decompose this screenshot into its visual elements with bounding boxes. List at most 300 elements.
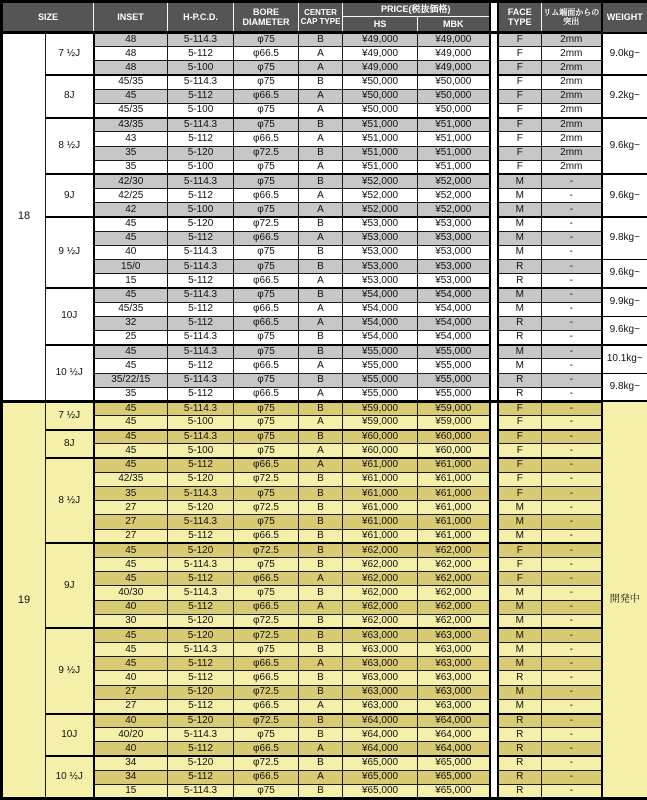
price-mbk-cell: ¥59,000 bbox=[418, 401, 490, 415]
inset-cell: 42/30 bbox=[94, 174, 168, 188]
price-hs-cell: ¥51,000 bbox=[343, 132, 418, 146]
price-hs-cell: ¥61,000 bbox=[343, 472, 418, 486]
hpcd-cell: 5-100 bbox=[168, 444, 234, 458]
table-row bbox=[2, 529, 647, 543]
hpcd-cell: 5-112 bbox=[168, 600, 234, 614]
inset-cell: 45 bbox=[94, 628, 168, 642]
cap-cell: A bbox=[299, 416, 343, 430]
price-hs-cell: ¥54,000 bbox=[343, 330, 418, 344]
price-hs-cell: ¥62,000 bbox=[343, 614, 418, 628]
price-mbk-cell: ¥61,000 bbox=[418, 458, 490, 472]
bore-cell: φ75 bbox=[234, 160, 299, 174]
price-hs-cell: ¥50,000 bbox=[343, 75, 418, 89]
rim-cell: - bbox=[542, 714, 602, 728]
rim-cell: - bbox=[542, 643, 602, 657]
hpcd-cell: 5-114.3 bbox=[168, 430, 234, 444]
hpcd-cell: 5-112 bbox=[168, 529, 234, 543]
price-hs-cell: ¥50,000 bbox=[343, 89, 418, 103]
hpcd-cell: 5-112 bbox=[168, 671, 234, 685]
width-cell: 8 ½J bbox=[46, 118, 94, 175]
width-cell: 10 ½J bbox=[46, 345, 94, 402]
header-weight: WEIGHT bbox=[602, 2, 647, 33]
hpcd-cell: 5-114.3 bbox=[168, 288, 234, 302]
face-cell: F bbox=[498, 472, 542, 486]
price-hs-cell: ¥61,000 bbox=[343, 501, 418, 515]
bore-cell: φ75 bbox=[234, 401, 299, 415]
rim-cell: - bbox=[542, 444, 602, 458]
rim-cell: - bbox=[542, 373, 602, 387]
hpcd-cell: 5-112 bbox=[168, 47, 234, 61]
table-row bbox=[2, 458, 647, 472]
price-mbk-cell: ¥53,000 bbox=[418, 274, 490, 288]
inset-cell: 42 bbox=[94, 203, 168, 217]
bore-cell: φ66.5 bbox=[234, 359, 299, 373]
table-row bbox=[2, 572, 647, 586]
cap-cell: A bbox=[299, 61, 343, 75]
face-cell: F bbox=[498, 33, 542, 47]
cap-cell: B bbox=[299, 33, 343, 47]
cap-cell: B bbox=[299, 784, 343, 798]
inset-cell: 35 bbox=[94, 160, 168, 174]
hpcd-cell: 5-114.3 bbox=[168, 643, 234, 657]
bore-cell: φ75 bbox=[234, 118, 299, 132]
hpcd-cell: 5-112 bbox=[168, 458, 234, 472]
gap-column bbox=[490, 401, 498, 798]
hpcd-cell: 5-112 bbox=[168, 572, 234, 586]
inset-cell: 27 bbox=[94, 685, 168, 699]
cap-cell: B bbox=[299, 373, 343, 387]
cap-cell: A bbox=[299, 47, 343, 61]
table-row bbox=[2, 685, 647, 699]
price-mbk-cell: ¥63,000 bbox=[418, 628, 490, 642]
price-mbk-cell: ¥55,000 bbox=[418, 345, 490, 359]
face-cell: F bbox=[498, 146, 542, 160]
table-row bbox=[2, 132, 647, 146]
inset-cell: 45 bbox=[94, 572, 168, 586]
face-cell: F bbox=[498, 47, 542, 61]
inset-cell: 45 bbox=[94, 444, 168, 458]
price-hs-cell: ¥61,000 bbox=[343, 458, 418, 472]
cap-cell: A bbox=[299, 657, 343, 671]
table-row bbox=[2, 628, 647, 642]
inset-cell: 45/35 bbox=[94, 103, 168, 117]
price-hs-cell: ¥62,000 bbox=[343, 586, 418, 600]
price-mbk-cell: ¥61,000 bbox=[418, 501, 490, 515]
cap-cell: B bbox=[299, 330, 343, 344]
cap-cell: A bbox=[299, 316, 343, 330]
width-cell: 9 ½J bbox=[46, 628, 94, 713]
table-row bbox=[2, 657, 647, 671]
weight-cell: 9.6kg~ bbox=[602, 260, 647, 288]
rim-cell: 2mm bbox=[542, 89, 602, 103]
inset-cell: 35/22/15 bbox=[94, 373, 168, 387]
inset-cell: 45 bbox=[94, 89, 168, 103]
cap-cell: A bbox=[299, 699, 343, 713]
hpcd-cell: 5-114.3 bbox=[168, 260, 234, 274]
header-gap-spacer bbox=[490, 2, 498, 33]
face-cell: R bbox=[498, 756, 542, 770]
table-row bbox=[2, 671, 647, 685]
rim-cell: - bbox=[542, 784, 602, 798]
table-row bbox=[2, 699, 647, 713]
face-cell: M bbox=[498, 501, 542, 515]
bore-cell: φ72.5 bbox=[234, 628, 299, 642]
face-cell: R bbox=[498, 714, 542, 728]
cap-cell: A bbox=[299, 160, 343, 174]
weight-cell: 9.6kg~ bbox=[602, 118, 647, 175]
rim-cell: - bbox=[542, 189, 602, 203]
bore-cell: φ66.5 bbox=[234, 699, 299, 713]
table-row bbox=[2, 174, 647, 188]
face-cell: M bbox=[498, 288, 542, 302]
price-mbk-cell: ¥62,000 bbox=[418, 543, 490, 557]
inset-cell: 45 bbox=[94, 359, 168, 373]
price-hs-cell: ¥55,000 bbox=[343, 387, 418, 401]
price-mbk-cell: ¥53,000 bbox=[418, 231, 490, 245]
hpcd-cell: 5-114.3 bbox=[168, 784, 234, 798]
inset-cell: 45 bbox=[94, 288, 168, 302]
cap-cell: A bbox=[299, 89, 343, 103]
bore-cell: φ75 bbox=[234, 784, 299, 798]
hpcd-cell: 5-112 bbox=[168, 316, 234, 330]
price-hs-cell: ¥51,000 bbox=[343, 118, 418, 132]
table-row bbox=[2, 203, 647, 217]
hpcd-cell: 5-100 bbox=[168, 61, 234, 75]
cap-cell: B bbox=[299, 671, 343, 685]
weight-cell: 9.6kg~ bbox=[602, 316, 647, 344]
price-hs-cell: ¥64,000 bbox=[343, 728, 418, 742]
face-cell: R bbox=[498, 742, 542, 756]
table-row bbox=[2, 75, 647, 89]
face-cell: M bbox=[498, 203, 542, 217]
price-hs-cell: ¥61,000 bbox=[343, 515, 418, 529]
hpcd-cell: 5-114.3 bbox=[168, 345, 234, 359]
price-hs-cell: ¥63,000 bbox=[343, 628, 418, 642]
table-row bbox=[2, 430, 647, 444]
face-cell: R bbox=[498, 274, 542, 288]
hpcd-cell: 5-112 bbox=[168, 189, 234, 203]
cap-cell: B bbox=[299, 628, 343, 642]
rim-cell: - bbox=[542, 501, 602, 515]
price-hs-cell: ¥52,000 bbox=[343, 174, 418, 188]
table-row bbox=[2, 33, 647, 47]
hpcd-cell: 5-100 bbox=[168, 103, 234, 117]
width-cell: 9J bbox=[46, 174, 94, 217]
price-hs-cell: ¥59,000 bbox=[343, 416, 418, 430]
inset-cell: 40 bbox=[94, 714, 168, 728]
hpcd-cell: 5-120 bbox=[168, 146, 234, 160]
price-mbk-cell: ¥50,000 bbox=[418, 103, 490, 117]
bore-cell: φ75 bbox=[234, 245, 299, 259]
bore-cell: φ72.5 bbox=[234, 543, 299, 557]
table-row bbox=[2, 742, 647, 756]
face-cell: M bbox=[498, 217, 542, 231]
rim-cell: 2mm bbox=[542, 160, 602, 174]
rim-cell: - bbox=[542, 217, 602, 231]
price-mbk-cell: ¥51,000 bbox=[418, 146, 490, 160]
cap-cell: A bbox=[299, 444, 343, 458]
inset-cell: 45 bbox=[94, 657, 168, 671]
face-cell: M bbox=[498, 245, 542, 259]
rim-cell: - bbox=[542, 728, 602, 742]
table-row bbox=[2, 89, 647, 103]
bore-cell: φ66.5 bbox=[234, 89, 299, 103]
price-mbk-cell: ¥54,000 bbox=[418, 288, 490, 302]
price-hs-cell: ¥49,000 bbox=[343, 61, 418, 75]
hpcd-cell: 5-120 bbox=[168, 217, 234, 231]
price-hs-cell: ¥65,000 bbox=[343, 756, 418, 770]
table-row bbox=[2, 288, 647, 302]
price-hs-cell: ¥53,000 bbox=[343, 274, 418, 288]
hpcd-cell: 5-112 bbox=[168, 770, 234, 784]
price-mbk-cell: ¥63,000 bbox=[418, 685, 490, 699]
cap-cell: B bbox=[299, 430, 343, 444]
price-hs-cell: ¥55,000 bbox=[343, 345, 418, 359]
rim-cell: - bbox=[542, 401, 602, 415]
table-row bbox=[2, 61, 647, 75]
table-row bbox=[2, 245, 647, 259]
hpcd-cell: 5-100 bbox=[168, 160, 234, 174]
face-cell: F bbox=[498, 430, 542, 444]
weight-cell: 9.8kg~ bbox=[602, 217, 647, 260]
table-row bbox=[2, 359, 647, 373]
rim-cell: - bbox=[542, 316, 602, 330]
cap-cell: A bbox=[299, 572, 343, 586]
price-mbk-cell: ¥55,000 bbox=[418, 359, 490, 373]
table-row bbox=[2, 444, 647, 458]
width-cell: 8J bbox=[46, 430, 94, 458]
price-mbk-cell: ¥61,000 bbox=[418, 487, 490, 501]
table-row bbox=[2, 160, 647, 174]
price-mbk-cell: ¥63,000 bbox=[418, 671, 490, 685]
bore-cell: φ75 bbox=[234, 75, 299, 89]
rim-cell: - bbox=[542, 302, 602, 316]
face-cell: F bbox=[498, 416, 542, 430]
inset-cell: 32 bbox=[94, 316, 168, 330]
width-cell: 7 ½J bbox=[46, 33, 94, 76]
cap-cell: B bbox=[299, 586, 343, 600]
hpcd-cell: 5-112 bbox=[168, 387, 234, 401]
bore-cell: φ72.5 bbox=[234, 714, 299, 728]
rim-cell: - bbox=[542, 685, 602, 699]
cap-cell: B bbox=[299, 728, 343, 742]
price-mbk-cell: ¥50,000 bbox=[418, 75, 490, 89]
price-hs-cell: ¥65,000 bbox=[343, 770, 418, 784]
inset-cell: 43 bbox=[94, 132, 168, 146]
table-row bbox=[2, 487, 647, 501]
rim-cell: - bbox=[542, 231, 602, 245]
table-row bbox=[2, 586, 647, 600]
bore-cell: φ66.5 bbox=[234, 47, 299, 61]
cap-cell: B bbox=[299, 501, 343, 515]
price-hs-cell: ¥53,000 bbox=[343, 260, 418, 274]
rim-cell: - bbox=[542, 416, 602, 430]
inset-cell: 45/35 bbox=[94, 75, 168, 89]
inset-cell: 40 bbox=[94, 245, 168, 259]
price-mbk-cell: ¥55,000 bbox=[418, 373, 490, 387]
width-cell: 8 ½J bbox=[46, 458, 94, 543]
rim-cell: - bbox=[542, 515, 602, 529]
table-row bbox=[2, 189, 647, 203]
bore-cell: φ75 bbox=[234, 174, 299, 188]
size-cell: 19 bbox=[2, 401, 46, 798]
cap-cell: B bbox=[299, 146, 343, 160]
hpcd-cell: 5-114.3 bbox=[168, 557, 234, 571]
price-mbk-cell: ¥54,000 bbox=[418, 316, 490, 330]
inset-cell: 45 bbox=[94, 401, 168, 415]
hpcd-cell: 5-114.3 bbox=[168, 174, 234, 188]
bore-cell: φ75 bbox=[234, 557, 299, 571]
rim-cell: - bbox=[542, 543, 602, 557]
price-mbk-cell: ¥51,000 bbox=[418, 160, 490, 174]
table-body bbox=[2, 33, 647, 799]
face-cell: M bbox=[498, 189, 542, 203]
bore-cell: φ75 bbox=[234, 515, 299, 529]
rim-cell: - bbox=[542, 430, 602, 444]
cap-cell: A bbox=[299, 742, 343, 756]
face-cell: F bbox=[498, 89, 542, 103]
price-hs-cell: ¥61,000 bbox=[343, 529, 418, 543]
rim-cell: - bbox=[542, 274, 602, 288]
price-mbk-cell: ¥64,000 bbox=[418, 742, 490, 756]
face-cell: F bbox=[498, 557, 542, 571]
header-face-type: FACE TYPE bbox=[498, 2, 542, 33]
face-cell: R bbox=[498, 373, 542, 387]
price-hs-cell: ¥52,000 bbox=[343, 203, 418, 217]
rim-cell: - bbox=[542, 330, 602, 344]
face-cell: F bbox=[498, 160, 542, 174]
face-cell: R bbox=[498, 728, 542, 742]
cap-cell: A bbox=[299, 359, 343, 373]
price-hs-cell: ¥49,000 bbox=[343, 47, 418, 61]
rim-cell: - bbox=[542, 529, 602, 543]
price-mbk-cell: ¥52,000 bbox=[418, 189, 490, 203]
hpcd-cell: 5-114.3 bbox=[168, 33, 234, 47]
rim-cell: - bbox=[542, 628, 602, 642]
hpcd-cell: 5-112 bbox=[168, 699, 234, 713]
bore-cell: φ66.5 bbox=[234, 231, 299, 245]
price-hs-cell: ¥60,000 bbox=[343, 444, 418, 458]
face-cell: M bbox=[498, 699, 542, 713]
cap-cell: A bbox=[299, 600, 343, 614]
inset-cell: 42/25 bbox=[94, 189, 168, 203]
face-cell: F bbox=[498, 543, 542, 557]
bore-cell: φ66.5 bbox=[234, 189, 299, 203]
price-mbk-cell: ¥49,000 bbox=[418, 33, 490, 47]
hpcd-cell: 5-120 bbox=[168, 501, 234, 515]
price-hs-cell: ¥62,000 bbox=[343, 572, 418, 586]
inset-cell: 40 bbox=[94, 600, 168, 614]
price-mbk-cell: ¥65,000 bbox=[418, 756, 490, 770]
weight-cell: 9.2kg~ bbox=[602, 75, 647, 118]
inset-cell: 48 bbox=[94, 47, 168, 61]
inset-cell: 27 bbox=[94, 699, 168, 713]
face-cell: F bbox=[498, 118, 542, 132]
bore-cell: φ75 bbox=[234, 373, 299, 387]
price-hs-cell: ¥65,000 bbox=[343, 784, 418, 798]
bore-cell: φ75 bbox=[234, 288, 299, 302]
table-row bbox=[2, 614, 647, 628]
hpcd-cell: 5-114.3 bbox=[168, 373, 234, 387]
price-hs-cell: ¥62,000 bbox=[343, 600, 418, 614]
weight-cell: 9.0kg~ bbox=[602, 33, 647, 76]
header-rim-protrusion: リム端面からの突出 bbox=[542, 2, 602, 33]
hpcd-cell: 5-114.3 bbox=[168, 245, 234, 259]
bore-cell: φ72.5 bbox=[234, 217, 299, 231]
bore-cell: φ66.5 bbox=[234, 458, 299, 472]
price-mbk-cell: ¥61,000 bbox=[418, 515, 490, 529]
bore-cell: φ75 bbox=[234, 487, 299, 501]
bore-cell: φ66.5 bbox=[234, 671, 299, 685]
cap-cell: B bbox=[299, 217, 343, 231]
hpcd-cell: 5-100 bbox=[168, 416, 234, 430]
rim-cell: - bbox=[542, 572, 602, 586]
inset-cell: 25 bbox=[94, 330, 168, 344]
bore-cell: φ75 bbox=[234, 643, 299, 657]
hpcd-cell: 5-120 bbox=[168, 614, 234, 628]
inset-cell: 27 bbox=[94, 501, 168, 515]
face-cell: F bbox=[498, 458, 542, 472]
price-hs-cell: ¥60,000 bbox=[343, 430, 418, 444]
price-hs-cell: ¥53,000 bbox=[343, 231, 418, 245]
width-cell: 9J bbox=[46, 543, 94, 628]
hpcd-cell: 5-112 bbox=[168, 302, 234, 316]
table-row bbox=[2, 146, 647, 160]
table-row bbox=[2, 557, 647, 571]
price-mbk-cell: ¥49,000 bbox=[418, 47, 490, 61]
width-cell: 9 ½J bbox=[46, 217, 94, 288]
rim-cell: - bbox=[542, 671, 602, 685]
inset-cell: 35 bbox=[94, 387, 168, 401]
inset-cell: 48 bbox=[94, 61, 168, 75]
hpcd-cell: 5-114.3 bbox=[168, 487, 234, 501]
face-cell: M bbox=[498, 359, 542, 373]
table-row bbox=[2, 302, 647, 316]
bore-cell: φ72.5 bbox=[234, 685, 299, 699]
price-mbk-cell: ¥62,000 bbox=[418, 600, 490, 614]
inset-cell: 40/20 bbox=[94, 728, 168, 742]
price-mbk-cell: ¥51,000 bbox=[418, 132, 490, 146]
rim-cell: - bbox=[542, 203, 602, 217]
table-row bbox=[2, 472, 647, 486]
price-mbk-cell: ¥53,000 bbox=[418, 260, 490, 274]
face-cell: M bbox=[498, 345, 542, 359]
inset-cell: 45/35 bbox=[94, 302, 168, 316]
price-mbk-cell: ¥61,000 bbox=[418, 529, 490, 543]
inset-cell: 34 bbox=[94, 756, 168, 770]
inset-cell: 45 bbox=[94, 345, 168, 359]
face-cell: M bbox=[498, 614, 542, 628]
cap-cell: B bbox=[299, 643, 343, 657]
price-mbk-cell: ¥62,000 bbox=[418, 557, 490, 571]
inset-cell: 15 bbox=[94, 784, 168, 798]
weight-cell: 9.8kg~ bbox=[602, 373, 647, 401]
price-mbk-cell: ¥64,000 bbox=[418, 728, 490, 742]
bore-cell: φ75 bbox=[234, 33, 299, 47]
cap-cell: A bbox=[299, 231, 343, 245]
bore-cell: φ75 bbox=[234, 61, 299, 75]
hpcd-cell: 5-112 bbox=[168, 657, 234, 671]
rim-cell: - bbox=[542, 557, 602, 571]
rim-cell: 2mm bbox=[542, 132, 602, 146]
rim-cell: - bbox=[542, 699, 602, 713]
width-cell: 8J bbox=[46, 75, 94, 118]
inset-cell: 40/30 bbox=[94, 586, 168, 600]
rim-cell: - bbox=[542, 657, 602, 671]
inset-cell: 34 bbox=[94, 770, 168, 784]
rim-cell: 2mm bbox=[542, 47, 602, 61]
inset-cell: 45 bbox=[94, 543, 168, 557]
